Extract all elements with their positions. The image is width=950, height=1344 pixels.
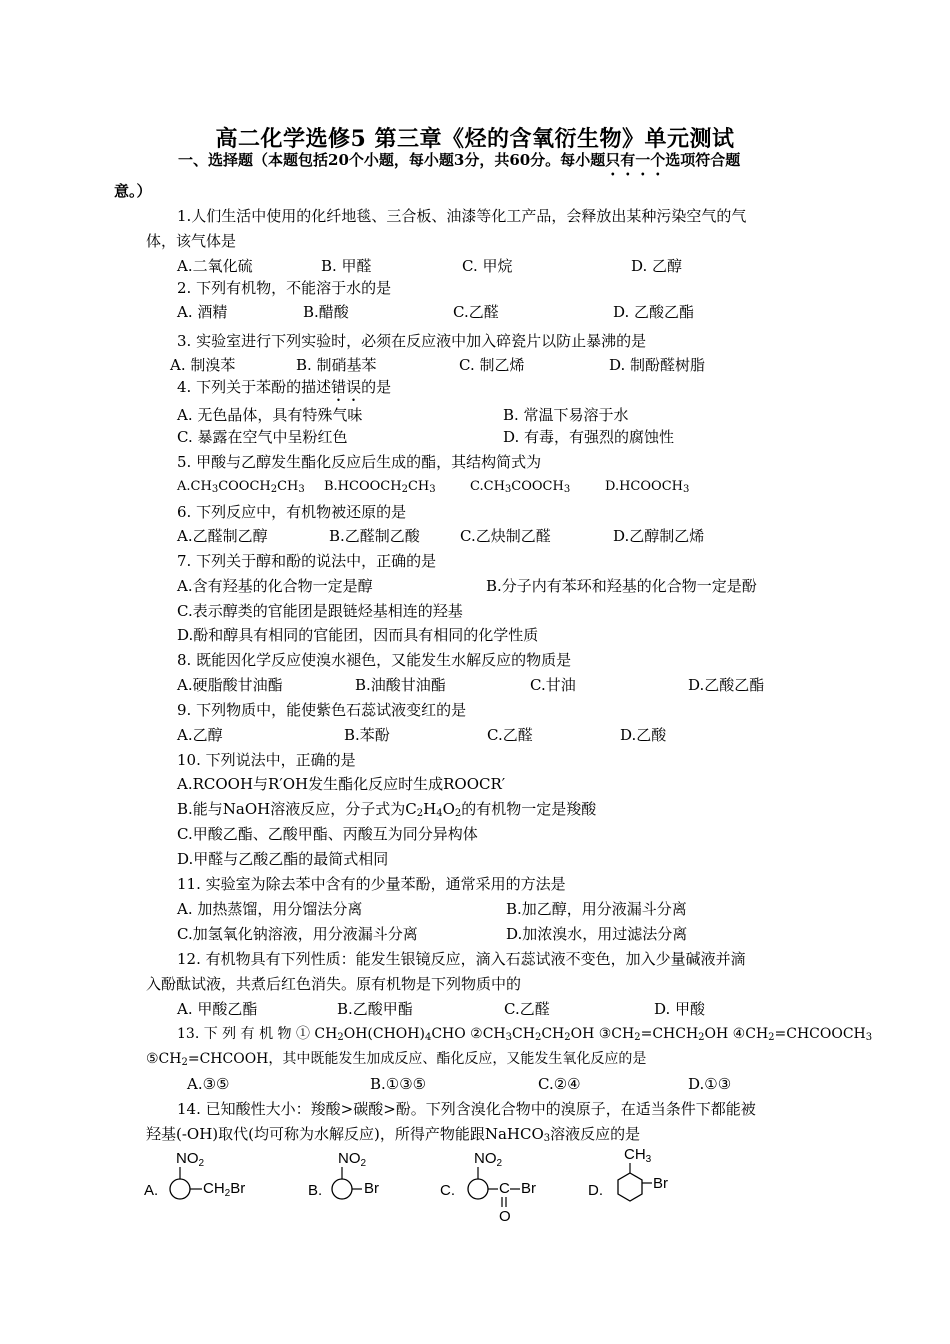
q1-option-a: A.二氧化硫 — [177, 257, 253, 275]
section-heading-part: 一、选择题（本题包括20个小题，每小题3分，共60分。每小题 — [178, 151, 606, 169]
q13-stem-line2: $⑤CH_2=CHCOOH$，其中既能发生加成反应、酯化反应，又能发生氧化反应的是 — [146, 1051, 647, 1068]
q4-option-b: B. 常温下易溶于水 — [503, 406, 629, 424]
q13-option-a: A.③⑤ — [187, 1075, 230, 1093]
q8-option-a: A.硬脂酸甘油酯 — [177, 676, 283, 694]
q14-option-a-top: $NO_2$ — [176, 1150, 205, 1169]
q4-option-c: C. 暴露在空气中呈粉红色 — [177, 428, 348, 446]
q8-stem: 8. 既能因化学反应使溴水褪色，又能发生水解反应的物质是 — [177, 651, 572, 669]
q10-option-b-post: 的有机物一定是羧酸 — [461, 800, 597, 818]
q10-option-c: C.甲酸乙酯、乙酸甲酯、丙酸互为同分异构体 — [177, 825, 478, 843]
q14-option-c-side2: Br — [521, 1180, 536, 1197]
q2-option-d: D. 乙酸乙酯 — [613, 303, 695, 321]
q14-option-b-top: $NO_2$ — [338, 1150, 367, 1169]
q6-option-a: A.乙醛制乙醇 — [177, 527, 268, 545]
q2-option-c: C.乙醛 — [453, 303, 499, 321]
q6-stem: 6. 下列反应中，有机物被还原的是 — [177, 503, 407, 521]
q10-stem: 10. 下列说法中，正确的是 — [177, 751, 356, 769]
q5-option-b: $B.HCOOCH_2CH_3$ — [324, 479, 436, 495]
q9-option-c: C.乙醛 — [487, 726, 533, 744]
q5-option-d: $D.HCOOCH_3$ — [605, 479, 690, 495]
q3-option-a: A. 制溴苯 — [170, 356, 236, 374]
q4-option-d: D. 有毒，有强烈的腐蚀性 — [503, 428, 675, 446]
q2-option-a: A. 酒精 — [177, 303, 228, 321]
q7-stem: 7. 下列关于醇和酚的说法中，正确的是 — [177, 552, 437, 570]
q8-option-d: D.乙酸乙酯 — [688, 676, 765, 694]
q14-option-c-structure — [440, 1150, 536, 1225]
q6-option-c: C.乙炔制乙醛 — [460, 527, 551, 545]
q6-option-b: B.乙醛制乙酸 — [329, 527, 420, 545]
q12-stem-line2: 入酚酞试液，共煮后红色消失。原有机物是下列物质中的 — [146, 975, 522, 993]
section-heading — [114, 148, 816, 204]
q12-option-c: C.乙醛 — [504, 1000, 550, 1018]
q8-option-b: B.油酸甘油酯 — [355, 676, 446, 694]
q13-stem-line1: 13. 下 列 有 机 物 ① $CH_2OH(CHOH)_4CHO$ $②CH_3CH_2CH_2OH$ $③CH_2=CHCH_2OH$ $④CH_2=CHCOOCH_3$ — [177, 1026, 873, 1043]
q14-option-c-side: C — [499, 1180, 510, 1197]
q14-option-b-structure — [308, 1150, 379, 1199]
q14-option-a-side: $CH_2Br$ — [203, 1180, 246, 1199]
q1-option-d: D. 乙醇 — [631, 257, 683, 275]
q12-option-b: B.乙酸甲酯 — [337, 1000, 413, 1018]
section-heading-part: 选项符合题 — [665, 151, 741, 169]
section-heading-emphasis: 只有一个 — [605, 151, 666, 169]
q7-option-a: A.含有羟基的化合物一定是醇 — [177, 577, 373, 595]
q8-option-c: C.甘油 — [530, 676, 576, 694]
q14-option-b-label: B. — [308, 1182, 323, 1199]
q11-option-c: C.加氢氧化钠溶液，用分液漏斗分离 — [177, 925, 418, 943]
q3-option-b: B. 制硝基苯 — [296, 356, 377, 374]
q14-option-d-label: D. — [588, 1182, 603, 1199]
q2-option-b: B.醋酸 — [303, 303, 349, 321]
q4-stem-part: 的是 — [361, 378, 392, 396]
q10-option-a: A.RCOOH与R′OH发生酯化反应时生成ROOCR′ — [177, 775, 506, 793]
q14-option-a-structure — [144, 1150, 245, 1199]
q1-stem-line2: 体，该气体是 — [146, 232, 237, 250]
q3-option-d: D. 制酚醛树脂 — [609, 356, 706, 374]
q11-option-b: B.加乙醇，用分液漏斗分离 — [506, 900, 687, 918]
q11-option-a: A. 加热蒸馏，用分馏法分离 — [177, 900, 363, 918]
q9-option-b: B.苯酚 — [344, 726, 390, 744]
q14-structures — [140, 1145, 700, 1225]
q9-option-a: A.乙醇 — [177, 726, 223, 744]
page-title: 高二化学选修5 第三章《烃的含氧衍生物》单元测试 — [215, 126, 735, 152]
q12-stem-line1: 12. 有机物具有下列性质：能发生银镜反应，滴入石蕊试液不变色，加入少量碱液并滴 — [177, 950, 746, 968]
q1-stem-line1: 1.人们生活中使用的化纤地毯、三合板、油漆等化工产品，会释放出某种污染空气的气 — [177, 207, 747, 225]
q14-option-a-label: A. — [144, 1182, 159, 1199]
q12-option-d: D. 甲酸 — [654, 1000, 706, 1018]
q4-stem-part: 4. 下列关于苯酚的描述 — [177, 378, 332, 396]
q14-option-c-down: O — [499, 1208, 511, 1225]
q14-option-d-top: $CH_3$ — [624, 1146, 652, 1165]
q1-option-c: C. 甲烷 — [462, 257, 513, 275]
q14-option-c-top: $NO_2$ — [474, 1150, 503, 1169]
q14-option-d-side: Br — [653, 1175, 668, 1192]
q9-option-d: D.乙酸 — [620, 726, 667, 744]
q12-option-a: A. 甲酸乙酯 — [177, 1000, 258, 1018]
q14-option-c-label: C. — [440, 1182, 455, 1199]
q13-option-c: C.②④ — [538, 1075, 581, 1093]
q5-option-c: $C.CH_3COOCH_3$ — [470, 479, 571, 495]
q11-option-d: D.加浓溴水，用过滤法分离 — [506, 925, 688, 943]
q6-option-d: D.乙醇制乙烯 — [613, 527, 705, 545]
q9-stem: 9. 下列物质中，能使紫色石蕊试液变红的是 — [177, 701, 467, 719]
q4-stem — [177, 377, 391, 405]
q10-option-d: D.甲醛与乙酸乙酯的最简式相同 — [177, 850, 389, 868]
q14-option-d-structure — [588, 1146, 668, 1201]
q11-stem: 11. 实验室为除去苯中含有的少量苯酚，通常采用的方法是 — [177, 875, 566, 893]
q3-stem: 3. 实验室进行下列实验时，必须在反应液中加入碎瓷片以防止暴沸的是 — [177, 332, 647, 350]
section-heading-part: 意。） — [114, 182, 152, 200]
q1-option-b: B. 甲醛 — [321, 257, 372, 275]
q10-option-b: B.能与NaOH溶液反应，分子式为$C_2H_4O_2$的有机物一定是羧酸 — [177, 800, 597, 819]
q4-option-a: A. 无色晶体，具有特殊气味 — [177, 406, 363, 424]
q5-option-a: $A.CH_3COOCH_2CH_3$ — [177, 479, 305, 495]
q4-stem-emphasis: 错误 — [331, 378, 362, 396]
q7-option-b: B.分子内有苯环和羟基的化合物一定是酚 — [486, 577, 757, 595]
q3-option-c: C. 制乙烯 — [459, 356, 525, 374]
q7-option-c: C.表示醇类的官能团是跟链烃基相连的羟基 — [177, 602, 463, 620]
q13-option-d: D.①③ — [688, 1075, 732, 1093]
q7-option-d: D.酚和醇具有相同的官能团，因而具有相同的化学性质 — [177, 626, 539, 644]
q10-option-b-pre: B.能与NaOH溶液反应，分子式为 — [177, 800, 406, 818]
q14-option-b-side: Br — [364, 1180, 379, 1197]
q2-stem: 2. 下列有机物，不能溶于水的是 — [177, 279, 392, 297]
q14-stem-line1: 14. 已知酸性大小：羧酸>碳酸>酚。下列含溴化合物中的溴原子，在适当条件下都能被 — [177, 1100, 756, 1118]
q14-stem-line2: 羟基(-OH)取代(均可称为水解反应)，所得产物能跟NaHCO$_3$溶液反应的是 — [146, 1125, 641, 1144]
q13-option-b: B.①③⑤ — [370, 1075, 427, 1093]
q5-stem: 5. 甲酸与乙醇发生酯化反应后生成的酯，其结构简式为 — [177, 453, 542, 471]
